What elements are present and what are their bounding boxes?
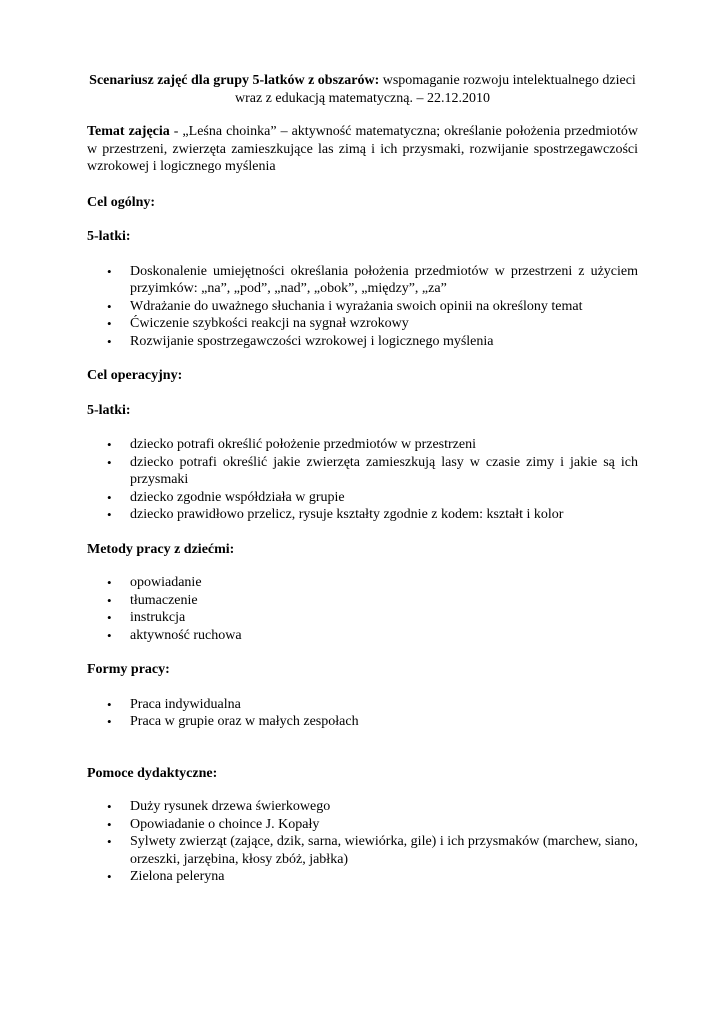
bullet-icon: • [107,575,112,590]
cel-operacyjny-group-heading: 5-latki: [87,402,131,418]
list-item [107,798,638,816]
list-item [107,627,638,645]
bullet-icon: • [107,298,112,314]
list-item [107,574,638,592]
bullet-icon: • [107,696,112,712]
list-item-text: Praca indywidualna [130,696,241,712]
list-item-text: instrukcja [130,610,186,625]
bullet-icon: • [107,869,112,884]
list-item [107,592,638,610]
list-item-text: dziecko prawidłowo przelicz, rysuje kształty zgodnie z kodem: kształt i kolor [130,507,564,522]
list-item-text: opowiadanie [130,575,202,590]
list-item-text: tłumaczenie [130,592,198,608]
list-item [107,263,638,298]
list-item-text: dziecko potrafi określić jakie zwierzęta zamieszkują lasy w czasie zimy i jakie są ich przysmaki [130,454,638,487]
bullet-icon: • [107,489,112,505]
list-item [107,816,638,834]
list-item-text: Ćwiczenie szybkości reakcji na sygnał wzrokowy [130,316,409,331]
title-rest: wspomaganie rozwoju intelektualnego dzieci wraz z edukacją matematyczną. – 22.12.2010 [234,73,636,106]
list-item-text: Wdrażanie do uważnego słuchania i wyrażania swoich opinii na określony temat [130,298,583,314]
bullet-icon: • [107,627,112,643]
formy-list [87,696,638,731]
bullet-icon: • [107,592,112,608]
list-item-text: Doskonalenie umiejętności określania położenia przedmiotów w przestrzeni z użyciem przyimków: „na”, „pod”, „nad”, „obok”, „między”, „za” [130,263,638,296]
metody-list [87,574,638,644]
title-bold: Scenariusz zajęć dla grupy 5-latków z obszarów: [89,73,380,88]
list-item-text: dziecko potrafi określić położenie przedmiotów w przestrzeni [130,437,476,452]
cel-ogolny-group-heading: 5-latki: [87,229,131,244]
bullet-icon: • [107,437,112,452]
bullet-icon: • [107,333,112,349]
bullet-icon: • [107,610,112,625]
metody-heading: Metody pracy z dziećmi: [87,541,235,557]
list-item [107,333,638,351]
cel-operacyjny-heading: Cel operacyjny: [87,368,183,383]
list-item-text: aktywność ruchowa [130,627,242,643]
list-item-text: dziecko zgodnie współdziała w grupie [130,489,345,505]
list-item-text: Zielona peleryna [130,869,225,884]
list-item-text: Sylwety zwierząt (zające, dzik, sarna, wiewiórka, gile) i ich przysmaków (marchew, siano, orzeszki, jarzębina, kłosy zbóż, jabłka) [130,834,638,867]
list-item [107,833,638,868]
bullet-icon: • [107,316,112,331]
list-item [107,609,638,627]
list-item [107,868,638,886]
list-item [107,298,638,316]
document-title [87,72,638,107]
cel-ogolny-heading: Cel ogólny: [87,194,156,210]
cel-ogolny-list [87,263,638,351]
list-item-text: Opowiadanie o choince J. Kopały [130,816,320,832]
bullet-icon: • [107,799,112,814]
cel-operacyjny-list [87,436,638,524]
list-item-text: Praca w grupie oraz w małych zespołach [130,714,359,729]
list-item [107,506,638,524]
formy-heading: Formy pracy: [87,662,170,677]
list-item [107,454,638,489]
topic-paragraph [87,123,638,176]
list-item [107,713,638,731]
bullet-icon: • [107,263,112,279]
topic-label: Temat zajęcia [87,124,170,139]
list-item [107,315,638,333]
list-item-text: Rozwijanie spostrzegawczości wzrokowej i logicznego myślenia [130,333,494,349]
bullet-icon: • [107,816,112,832]
list-item [107,489,638,507]
bullet-icon: • [107,454,112,470]
list-item [107,436,638,454]
list-item [107,696,638,714]
bullet-icon: • [107,714,112,729]
pomoce-heading: Pomoce dydaktyczne: [87,765,218,781]
list-item-text: Duży rysunek drzewa świerkowego [130,799,331,814]
pomoce-list [87,798,638,886]
bullet-icon: • [107,507,112,522]
topic-text: - „Leśna choinka” – aktywność matematyczna; określanie położenia przedmiotów w przestrzeni, zwierzęta zamieszkujące las zimą i ich przysmaki, rozwijanie spostrzegawczości wzrokowej i logicznego myślenia [87,124,638,174]
bullet-icon: • [107,834,112,849]
